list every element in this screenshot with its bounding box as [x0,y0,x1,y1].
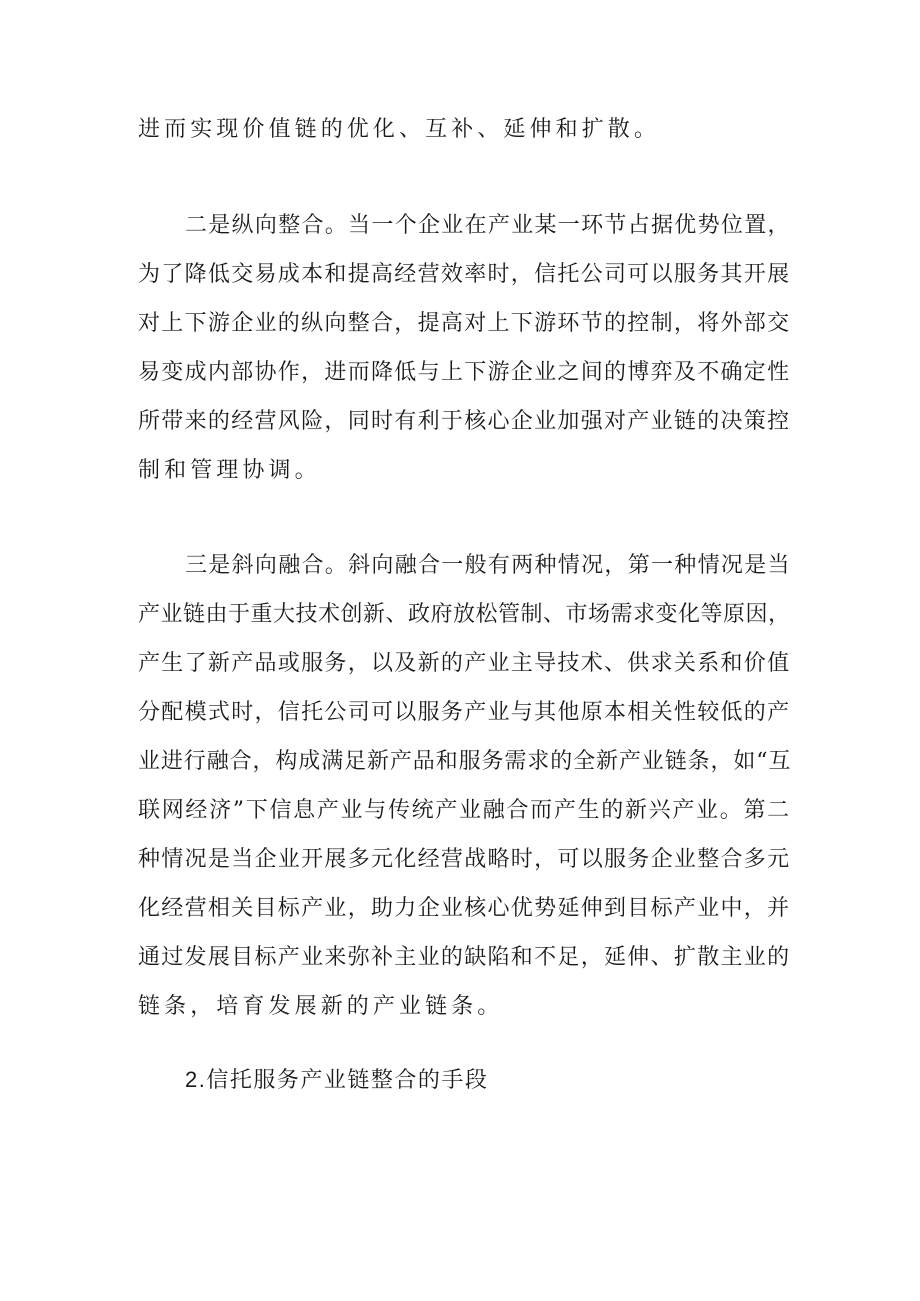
text-line: 链条，培育发展新的产业链条。 [138,994,504,1019]
text-line: 种情况是当企业开展多元化经营战略时，可以服务企业整合多元 [138,847,791,872]
text-line: 进而实现价值链的优化、互补、延伸和扩散。 [138,117,661,142]
text-line: 为了降低交易成本和提高经营效率时，信托公司可以服务其开展 [138,262,791,287]
text-line: 产业链由于重大技术创新、政府放松管制、市场需求变化等原因， [138,602,791,627]
text-line: 化经营相关目标产业，助力企业核心优势延伸到目标产业中，并 [138,896,791,921]
text-line: 对上下游企业的纵向整合，提高对上下游环节的控制，将外部交 [138,311,791,336]
text-line: 所带来的经营风险，同时有利于核心企业加强对产业链的决策控 [138,409,791,434]
text-line: 产生了新产品或服务，以及新的产业主导技术、供求关系和价值 [138,651,791,676]
text-line: 二是纵向整合。当一个企业在产业某一环节占据优势位置， [185,213,791,238]
text-line: 业进行融合，构成满足新产品和服务需求的全新产业链条，如“互 [138,749,792,774]
text-line: 三是斜向融合。斜向融合一般有两种情况，第一种情况是当 [185,553,791,578]
text-line: 制和管理协调。 [138,458,321,483]
text-line: 易变成内部协作，进而降低与上下游企业之间的博弈及不确定性 [138,360,791,385]
section-heading: 2.信托服务产业链整合的手段 [185,1067,489,1092]
text-line: 通过发展目标产业来弥补主业的缺陷和不足，延伸、扩散主业的 [138,945,791,970]
text-line: 分配模式时，信托公司可以服务产业与其他原本相关性较低的产 [138,700,791,725]
text-line: 联网经济”下信息产业与传统产业融合而产生的新兴产业。第二 [138,798,791,823]
